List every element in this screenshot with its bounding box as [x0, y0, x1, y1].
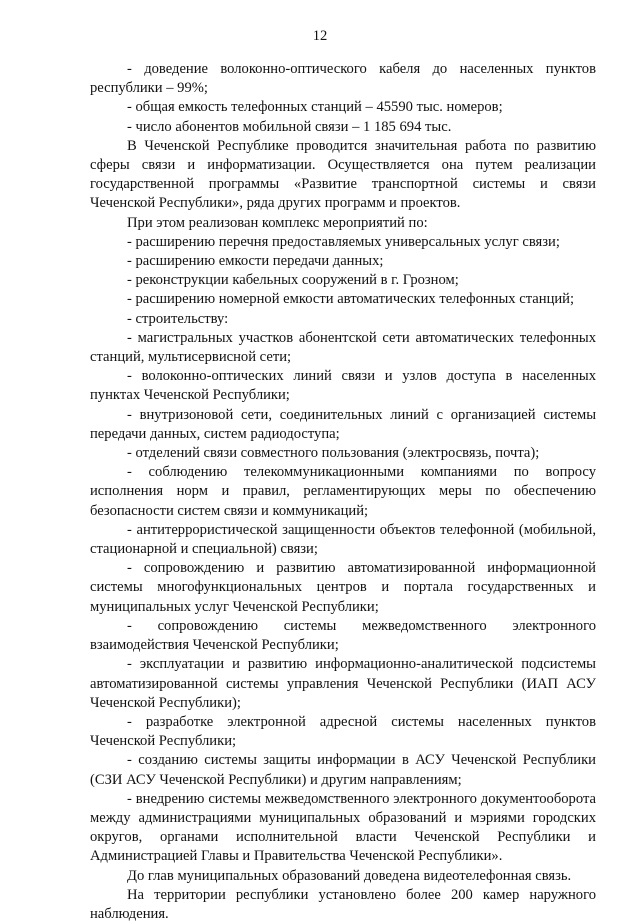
- paragraph: - строительству:: [127, 310, 229, 327]
- paragraph: - доведение волоконно-оптического кабеля до населенных пунктов республики – 99%;: [90, 61, 596, 97]
- paragraph: - созданию системы защиты информации в АСУ Чеченской Республики (СЗИ АСУ Чеченской Республики) и другим направлениям;: [90, 752, 596, 788]
- paragraph: - сопровождению системы межведомственного электронного взаимодействия Чеченской Республики;: [90, 617, 596, 654]
- paragraph: - расширению номерной емкости автоматических телефонных станций;: [127, 291, 575, 308]
- paragraph: - общая емкость телефонных станций – 45590 тыс. номеров;: [127, 99, 503, 116]
- paragraph: - внутризоновой сети, соединительных линий с организацией системы передачи данных, систем радиодоступа;: [90, 406, 596, 442]
- paragraph: - эксплуатации и развитию информационно-аналитической подсистемы автоматизированной системы управления Чеченской Республики (ИАП АСУ Чеченской Республики);: [90, 656, 596, 711]
- paragraph: - разработке электронной адресной системы населенных пунктов Чеченской Республики;: [90, 713, 596, 750]
- paragraph: - внедрению системы межведомственного электронного документооборота между администрациями муниципальных образований и мэриями городских округов, органами исполнительной власти Чеченской Республики и Администрацией Главы и Правительства Чеченской Республики».: [90, 790, 596, 865]
- page-number: 12: [312, 28, 328, 44]
- document-body: [90, 60, 596, 924]
- paragraph: В Чеченской Республике проводится значительная работа по развитию сферы связи и информатизации. Осуществляется она путем реализации государственной программы «Развитие транспортной системы и связи Чеченской Республики», ряда других программ и проектов.: [90, 137, 596, 212]
- paragraph: - реконструкции кабельных сооружений в г. Грозном;: [127, 272, 459, 289]
- paragraph: - магистральных участков абонентской сети автоматических телефонных станций, мультисервисной сети;: [90, 329, 596, 366]
- paragraph: - антитеррористической защищенности объектов телефонной (мобильной, стационарной и специальной) связи;: [90, 521, 596, 558]
- paragraph: - соблюдению телекоммуникационными компаниями по вопросу исполнения норм и правил, регламентирующих меры по обеспечению безопасности систем связи и коммуникаций;: [90, 464, 596, 519]
- paragraph: При этом реализован комплекс мероприятий по:: [127, 214, 428, 231]
- paragraph: На территории республики установлено более 200 камер наружного наблюдения.: [90, 886, 596, 922]
- paragraph: До глав муниципальных образований доведена видеотелефонная связь.: [127, 867, 572, 884]
- paragraph: - волоконно-оптических линий связи и узлов доступа в населенных пунктах Чеченской Республики;: [90, 368, 596, 404]
- paragraph: - отделений связи совместного пользования (электросвязь, почта);: [127, 445, 540, 462]
- paragraph: - расширению перечня предоставляемых универсальных услуг связи;: [127, 233, 560, 250]
- paragraph: - число абонентов мобильной связи – 1 185 694 тыс.: [127, 118, 452, 135]
- paragraph: - сопровождению и развитию автоматизированной информационной системы многофункциональных центров и портала государственных и муниципальных услуг Чеченской Республики;: [90, 560, 596, 615]
- paragraph: - расширению емкости передачи данных;: [127, 253, 384, 270]
